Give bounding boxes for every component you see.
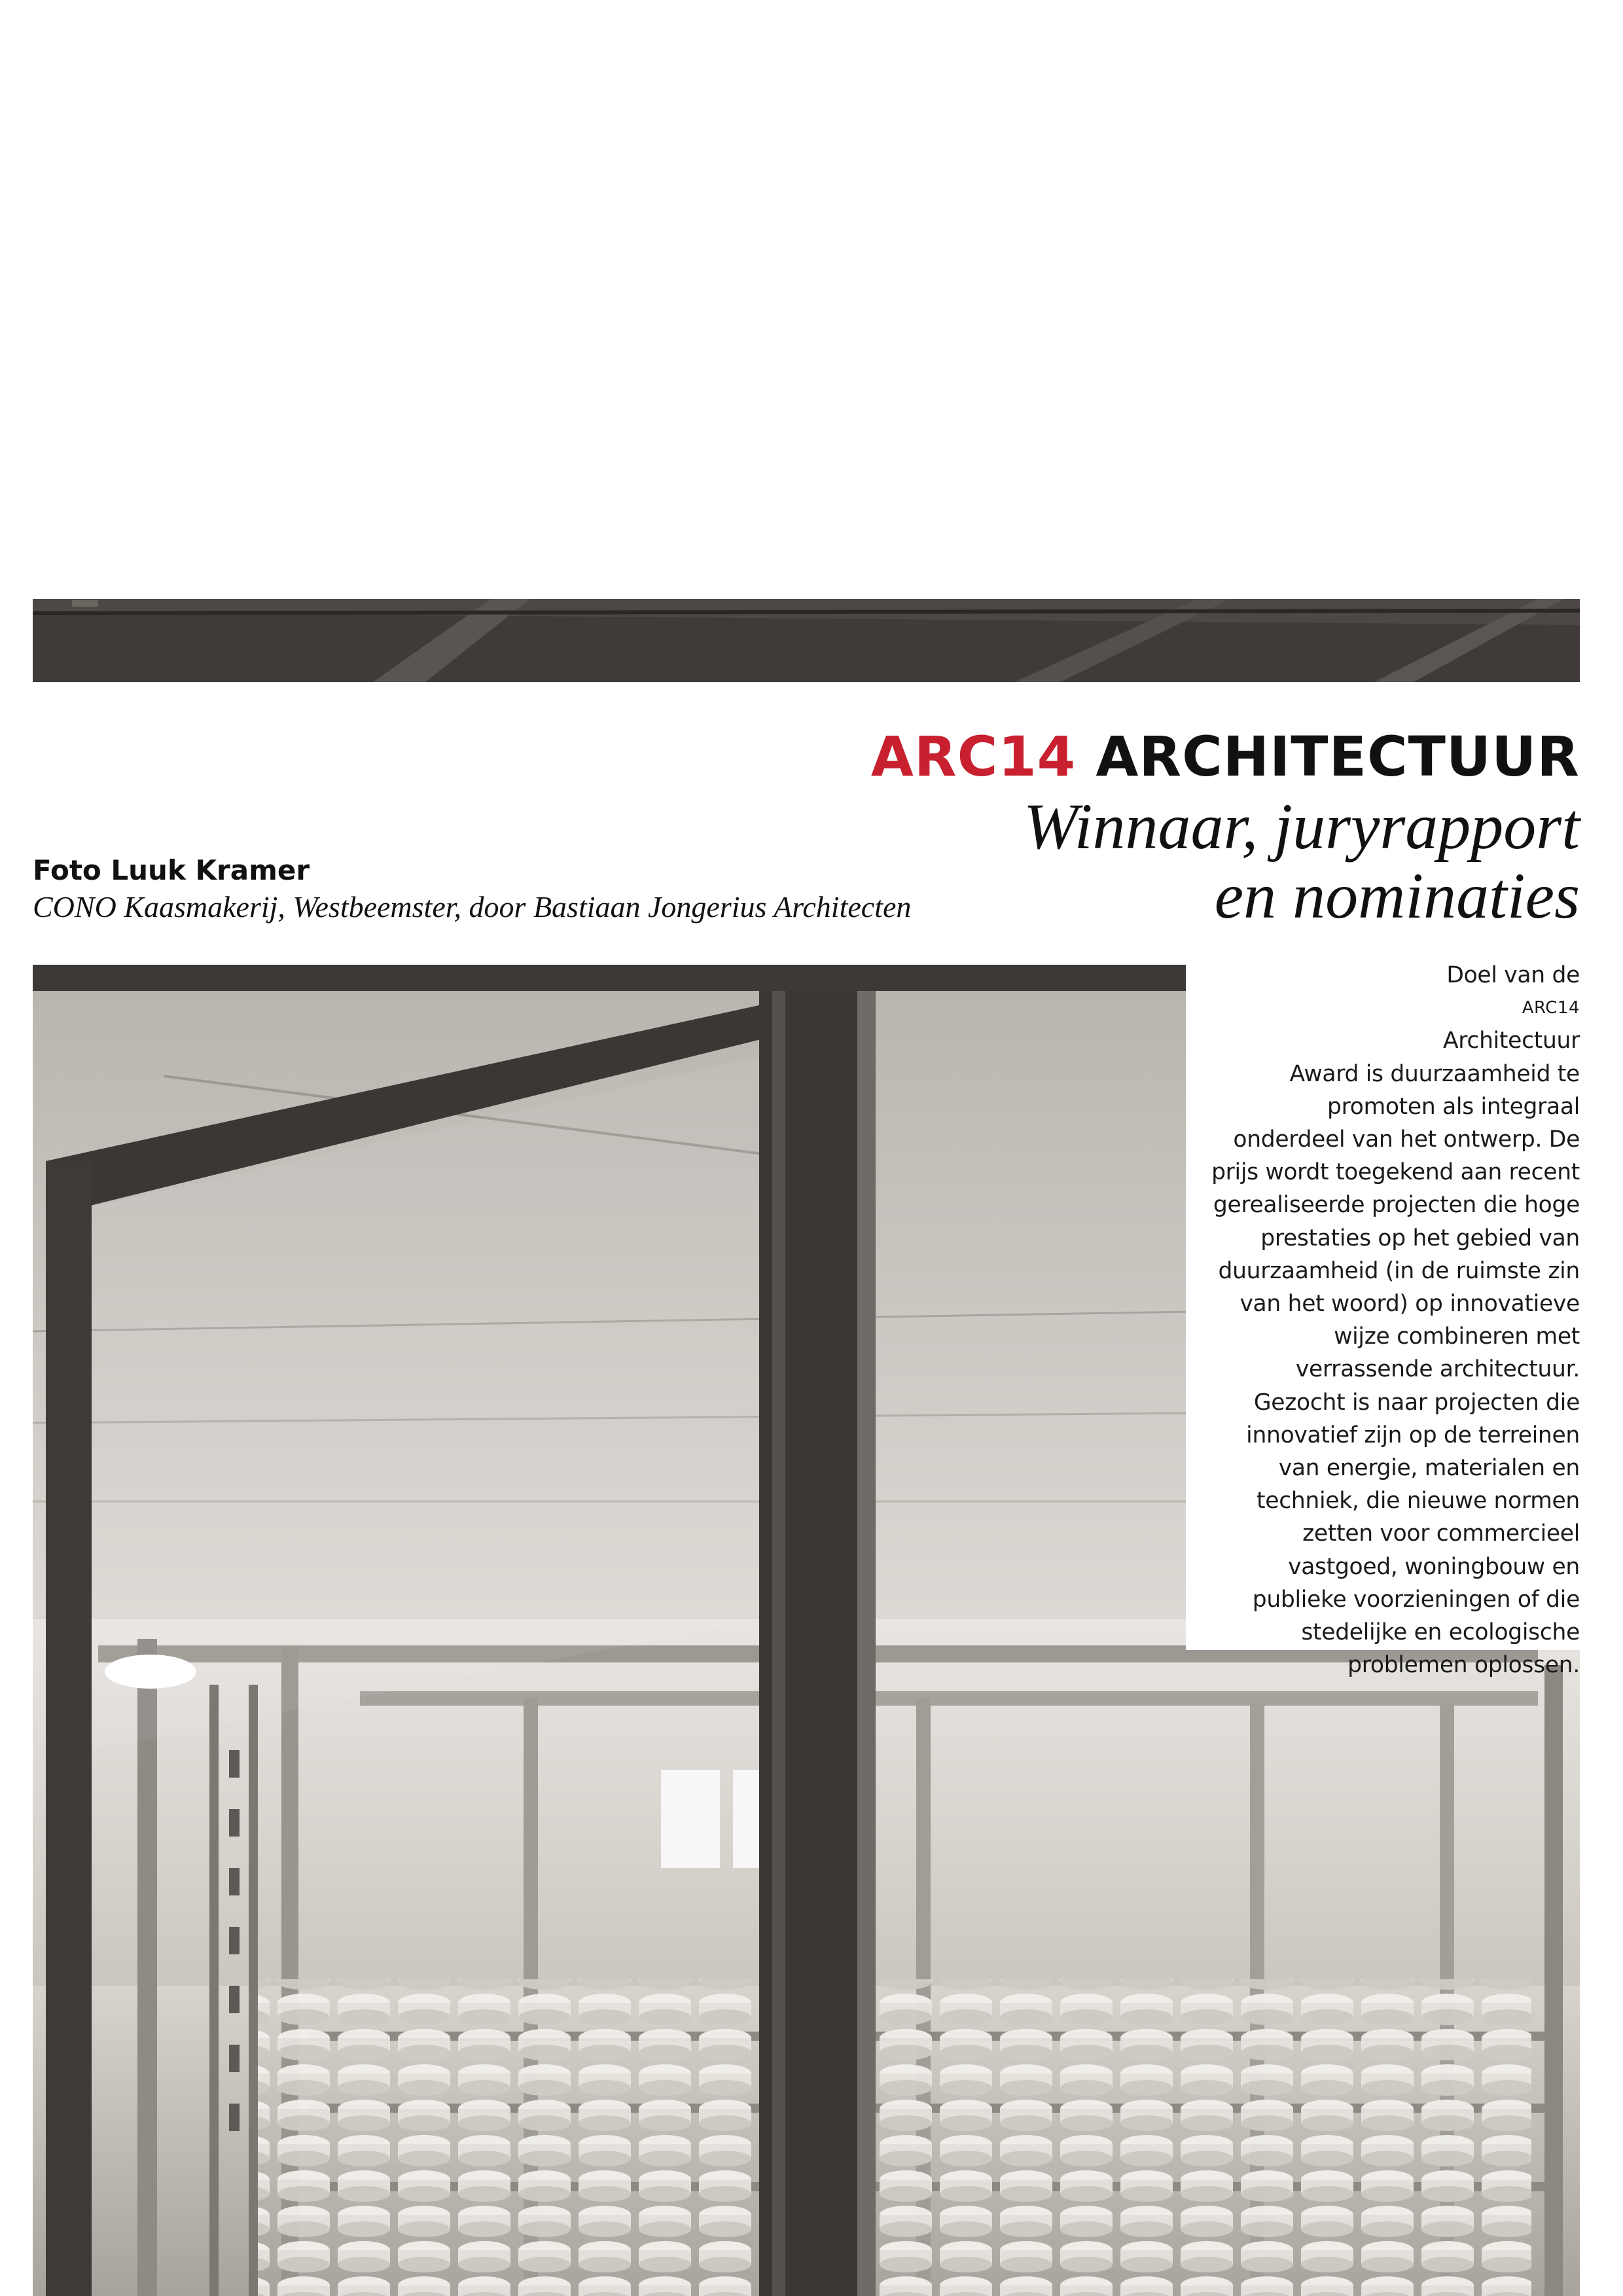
intro-line-part: Doel van de <box>1446 962 1580 988</box>
intro-paragraph <box>1187 959 1580 1681</box>
intro-line: publieke voorzieningen of die <box>1252 1586 1580 1613</box>
photo-caption: CONO Kaasmakerij, Westbeemster, door Bastiaan Jongerius Architecten <box>33 890 912 924</box>
title-label: ARCHITECTUUR <box>1096 725 1580 789</box>
intro-line-part: Architectuur <box>1442 1028 1580 1054</box>
intro-line: Gezocht is naar projecten die <box>1253 1389 1580 1416</box>
intro-line: promoten als integraal <box>1327 1093 1580 1120</box>
intro-text-box <box>1186 952 1580 1679</box>
intro-line: van het woord) op innovatieve <box>1240 1291 1580 1318</box>
subtitle-line: en nominaties <box>1214 859 1580 932</box>
intro-line: zetten voor commercieel <box>1302 1520 1580 1547</box>
intro-line: techniek, die nieuwe normen <box>1257 1488 1580 1515</box>
brand-label: ARC14 <box>870 725 1077 789</box>
intro-line: wijze combineren met <box>1334 1323 1580 1350</box>
section-title <box>871 724 1580 789</box>
intro-brand-smallcaps: ARC14 <box>1522 998 1580 1018</box>
intro-line: prijs wordt toegekend aan recent <box>1211 1159 1580 1186</box>
subtitle-line: Winnaar, juryrapport <box>1023 790 1580 863</box>
intro-line: duurzaamheid (in de ruimste zin <box>1218 1257 1580 1284</box>
intro-line: vastgoed, woningbouw en <box>1288 1553 1580 1580</box>
intro-line: onderdeel van het ontwerp. De <box>1233 1126 1580 1153</box>
top-photo-strip <box>33 599 1580 682</box>
intro-line: gerealiseerde projecten die hoge <box>1213 1192 1580 1219</box>
section-subtitle <box>1024 792 1580 931</box>
intro-line <box>1187 959 1580 1058</box>
intro-line: stedelijke en ecologische <box>1301 1619 1580 1646</box>
intro-line: Award is duurzaamheid te <box>1289 1060 1580 1087</box>
photo-credit: Foto Luuk Kramer <box>33 854 310 886</box>
intro-line: van energie, materialen en <box>1278 1455 1580 1482</box>
intro-line: problemen oplossen. <box>1347 1652 1580 1679</box>
intro-line: innovatief zijn op de terreinen <box>1246 1422 1580 1448</box>
intro-line: verrassende architectuur. <box>1295 1356 1580 1383</box>
intro-line: prestaties op het gebied van <box>1260 1225 1580 1251</box>
